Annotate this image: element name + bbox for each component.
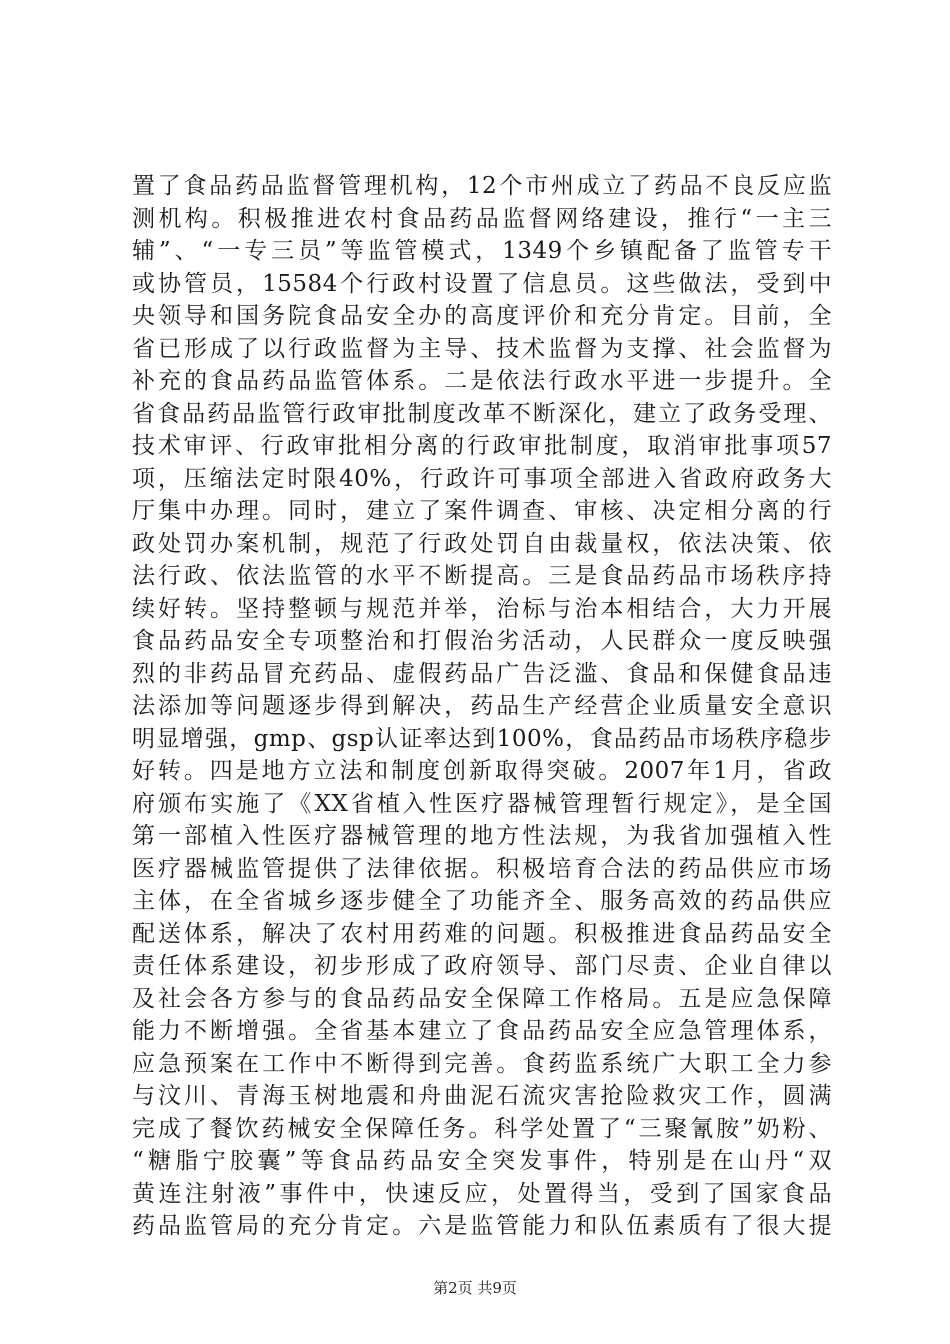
text-line: 配送体系，解决了农村用药难的问题。积极推进食品药品安全 <box>132 920 832 947</box>
text-line: 省已形成了以行政监督为主导、技术监督为支撑、社会监督为 <box>132 335 832 362</box>
text-line: 能力不断增强。全省基本建立了食品药品安全应急管理体系， <box>132 1018 832 1044</box>
text-line: 法行政、依法监管的水平不断提高。三是食品药品市场秩序持 <box>132 563 832 589</box>
text-line: 央领导和国务院食品安全办的高度评价和充分肯定。目前，全 <box>132 303 832 329</box>
page-number: 第2页 共9页 <box>433 1279 517 1297</box>
text-line: 省食品药品监管行政审批制度改革不断深化，建立了政务受理、 <box>132 400 832 427</box>
text-line: 黄连注射液”事件中，快速反应，处置得当，受到了国家食品 <box>132 1180 832 1207</box>
text-line: 辅”、“一专三员”等监管模式，1349个乡镇配备了监管专干 <box>132 238 832 264</box>
text-line: 及社会各方参与的食品药品安全保障工作格局。五是应急保障 <box>132 985 832 1012</box>
text-line: 药品监管局的充分肯定。六是监管能力和队伍素质有了很大提 <box>132 1213 832 1239</box>
text-line: 责任体系建设，初步形成了政府领导、部门尽责、企业自律以 <box>132 953 832 979</box>
text-line: 医疗器械监管提供了法律依据。积极培育合法的药品供应市场 <box>132 855 832 882</box>
text-line: 食品药品安全专项整治和打假治劣活动，人民群众一度反映强 <box>132 628 832 654</box>
text-line: “糖脂宁胶囊”等食品药品安全突发事件，特别是在山丹“双 <box>132 1148 832 1174</box>
text-line: 与汶川、青海玉树地震和舟曲泥石流灾害抢险救灾工作，圆满 <box>132 1083 832 1109</box>
text-line: 主体，在全省城乡逐步健全了功能齐全、服务高效的药品供应 <box>132 888 832 914</box>
text-line: 好转。四是地方立法和制度创新取得突破。2007年1月，省政 <box>132 758 832 784</box>
text-line: 置了食品药品监督管理机构，12个市州成立了药品不良反应监 <box>132 173 832 199</box>
text-line: 府颁布实施了《XX省植入性医疗器械管理暂行规定》，是全国 <box>132 790 832 817</box>
text-line: 第一部植入性医疗器械管理的地方性法规，为我省加强植入性 <box>132 823 832 849</box>
text-line: 法添加等问题逐步得到解决，药品生产经营企业质量安全意识 <box>132 693 832 719</box>
text-line: 应急预案在工作中不断得到完善。食药监系统广大职工全力参 <box>132 1050 832 1077</box>
body-text <box>132 170 832 1243</box>
text-line: 项，压缩法定时限40%，行政许可事项全部进入省政府政务大 <box>132 465 832 492</box>
text-line: 或协管员，15584个行政村设置了信息员。这些做法，受到中 <box>132 270 832 297</box>
text-line: 续好转。坚持整顿与规范并举，治标与治本相结合，大力开展 <box>132 595 832 622</box>
text-line: 烈的非药品冒充药品、虚假药品广告泛滥、食品和保健食品违 <box>132 660 832 687</box>
text-line: 明显增强，gmp、gsp认证率达到100%，食品药品市场秩序稳步 <box>132 725 832 752</box>
text-line: 厅集中办理。同时，建立了案件调查、审核、决定相分离的行 <box>132 498 832 524</box>
text-line: 政处罚办案机制，规范了行政处罚自由裁量权，依法决策、依 <box>132 530 832 557</box>
text-line: 完成了餐饮药械安全保障任务。科学处置了“三聚氰胺”奶粉、 <box>132 1115 832 1142</box>
text-line: 技术审评、行政审批相分离的行政审批制度，取消审批事项57 <box>132 433 832 459</box>
text-line: 补充的食品药品监管体系。二是依法行政水平进一步提升。全 <box>132 368 832 394</box>
text-line: 测机构。积极推进农村食品药品监督网络建设，推行“一主三 <box>132 205 832 232</box>
